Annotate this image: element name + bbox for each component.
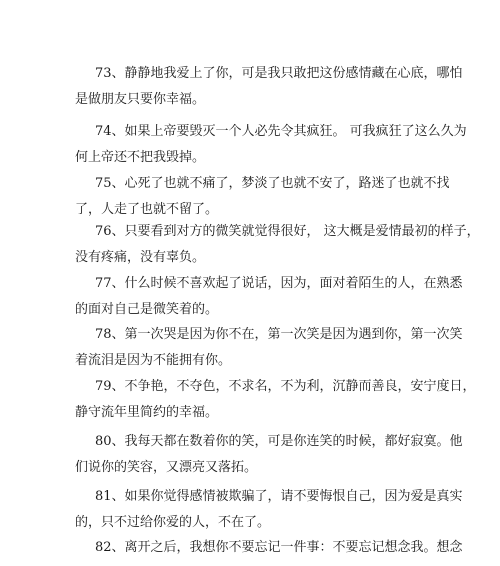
entry-78 xyxy=(75,322,463,374)
entry-line: 73、静静地我爱上了你，可是我只敢把这份感情藏在心底，哪怕 xyxy=(95,66,463,81)
entry-76 xyxy=(75,219,480,271)
entry-75 xyxy=(75,171,450,223)
entry-line: 80、我每天都在数着你的笑，可是你连笑的时候，都好寂寞。他 xyxy=(95,434,463,449)
entry-line: 何上帝还不把我毁掉。 xyxy=(75,150,206,165)
entry-74 xyxy=(75,119,467,171)
entry-line: 79、不争艳，不夺色，不求名，不为利，沉静而善良，安宁度日， xyxy=(95,379,476,394)
entry-line: 77、什么时候不喜欢起了说话，因为，面对着陌生的人，在熟悉 xyxy=(95,276,463,291)
entry-line: 着流泪是因为不能拥有你。 xyxy=(75,353,232,368)
entry-line: 是做朋友只要你幸福。 xyxy=(75,92,206,107)
entry-line: 的，只不过给你爱的人，不在了。 xyxy=(75,515,271,530)
entry-77 xyxy=(75,271,463,323)
entry-79 xyxy=(75,374,476,426)
entry-73 xyxy=(75,61,463,113)
entry-line: 78、第一次哭是因为你不在，第一次笑是因为遇到你，第一次笑 xyxy=(95,327,463,342)
entry-line: 了，人走了也就不留了。 xyxy=(75,202,219,217)
entry-line: 82、离开之后，我想你不要忘记一件事：不要忘记想念我。想念 xyxy=(95,540,463,555)
entry-82 xyxy=(75,535,463,561)
entry-line: 75、心死了也就不痛了，梦淡了也就不安了，路迷了也就不找 xyxy=(95,176,450,191)
entry-line: 们说你的笑容，又漂亮又落拓。 xyxy=(75,460,258,475)
entry-81 xyxy=(75,484,463,536)
entry-line: 74、如果上帝要毁灭一个人必先令其疯狂。 可我疯狂了这么久为 xyxy=(95,124,467,139)
entry-line: 76、只要看到对方的微笑就觉得很好， 这大概是爱情最初的样子， xyxy=(95,224,480,239)
entry-line: 的面对自己是微笑着的。 xyxy=(75,302,219,317)
entry-line: 没有疼痛，没有辜负。 xyxy=(75,250,206,265)
entry-line: 静守流年里简约的幸福。 xyxy=(75,405,219,420)
entry-line: 81、如果你觉得感情被欺骗了，请不要悔恨自己，因为爱是真实 xyxy=(95,489,463,504)
entry-80 xyxy=(75,429,463,481)
